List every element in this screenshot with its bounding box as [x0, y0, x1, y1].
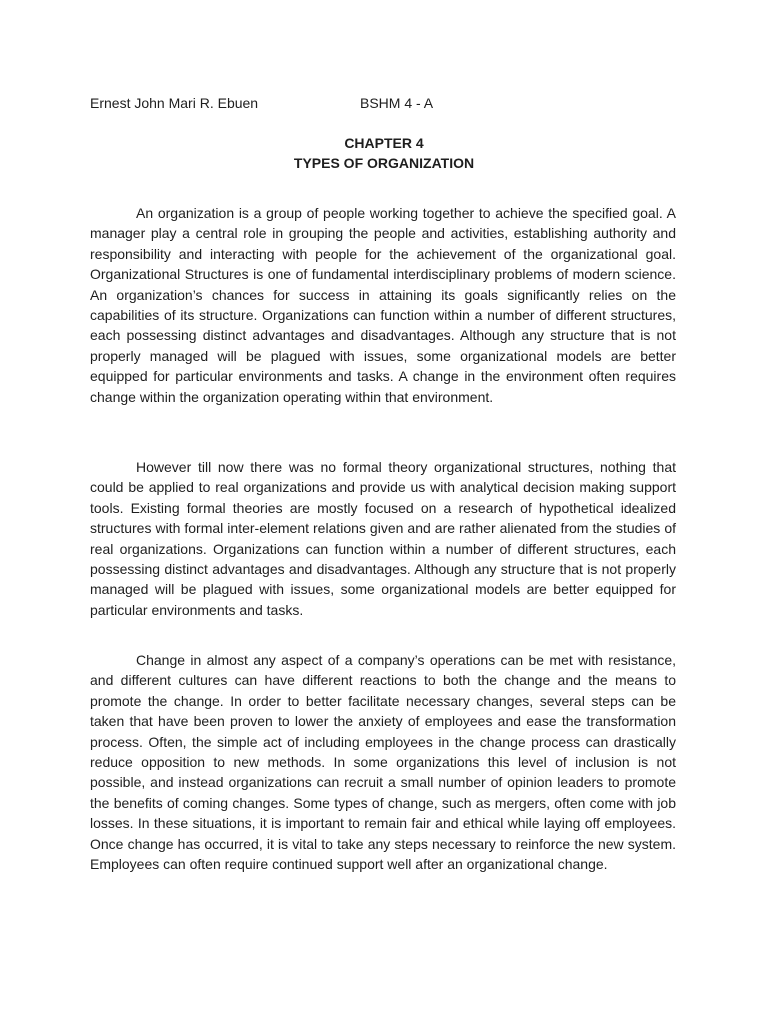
document-header [90, 93, 690, 113]
paragraph-2: However till now there was no formal theory organizational structures, nothing that could be applied to real organizations and provide us with analytical decision making support tools. Existing formal theories are mostly focused on a research of hypothetical idealized structures with formal inter-element relations given and are rather alienated from the studies of real organizations. Organizations can function within a number of different structures, each possessing distinct advantages and disadvantages. Although any structure that is not properly managed will be plagued with issues, some organizational models are better equipped for particular environments and tasks. [90, 459, 676, 618]
document-title: TYPES OF ORGANIZATION [293, 155, 475, 171]
chapter-heading: CHAPTER 4 [344, 135, 424, 151]
paragraph-3: Change in almost any aspect of a company’s operations can be met with resistance, and different cultures can have different reactions to both the change and the means to promote the change. In order to better facilitate necessary changes, several steps can be taken that have been proven to lower the anxiety of employees and ease the transformation process. Often, the simple act of including employees in the change process can drastically reduce opposition to new methods. In some organizations this level of inclusion is not possible, and instead organizations can recruit a small number of opinion leaders to promote the benefits of coming changes. Some types of change, such as mergers, often come with job losses. In these situations, it is important to remain fair and ethical while laying off employees. Once change has occurred, it is vital to take any steps necessary to reinforce the new system. Employees can often require continued support well after an organizational change. [90, 652, 676, 873]
author-name: Ernest John Mari R. Ebuen [90, 95, 259, 111]
section-label: BSHM 4 - A [360, 95, 434, 111]
paragraph-1: An organization is a group of people working together to achieve the specified goal. A manager play a central role in grouping the people and activities, establishing authority and responsibility and interacting with people for the achievement of the organizational goal. Organizational Structures is one of fundamental interdisciplinary problems of modern science. An organization’s chances for success in attaining its goals significantly relies on the capabilities of its structure. Organizations can function within a number of different structures, each possessing distinct advantages and disadvantages. Although any structure that is not properly managed will be plagued with issues, some organizational models are better equipped for particular environments and tasks. A change in the environment often requires change within the organization operating within that environment. [90, 205, 676, 405]
